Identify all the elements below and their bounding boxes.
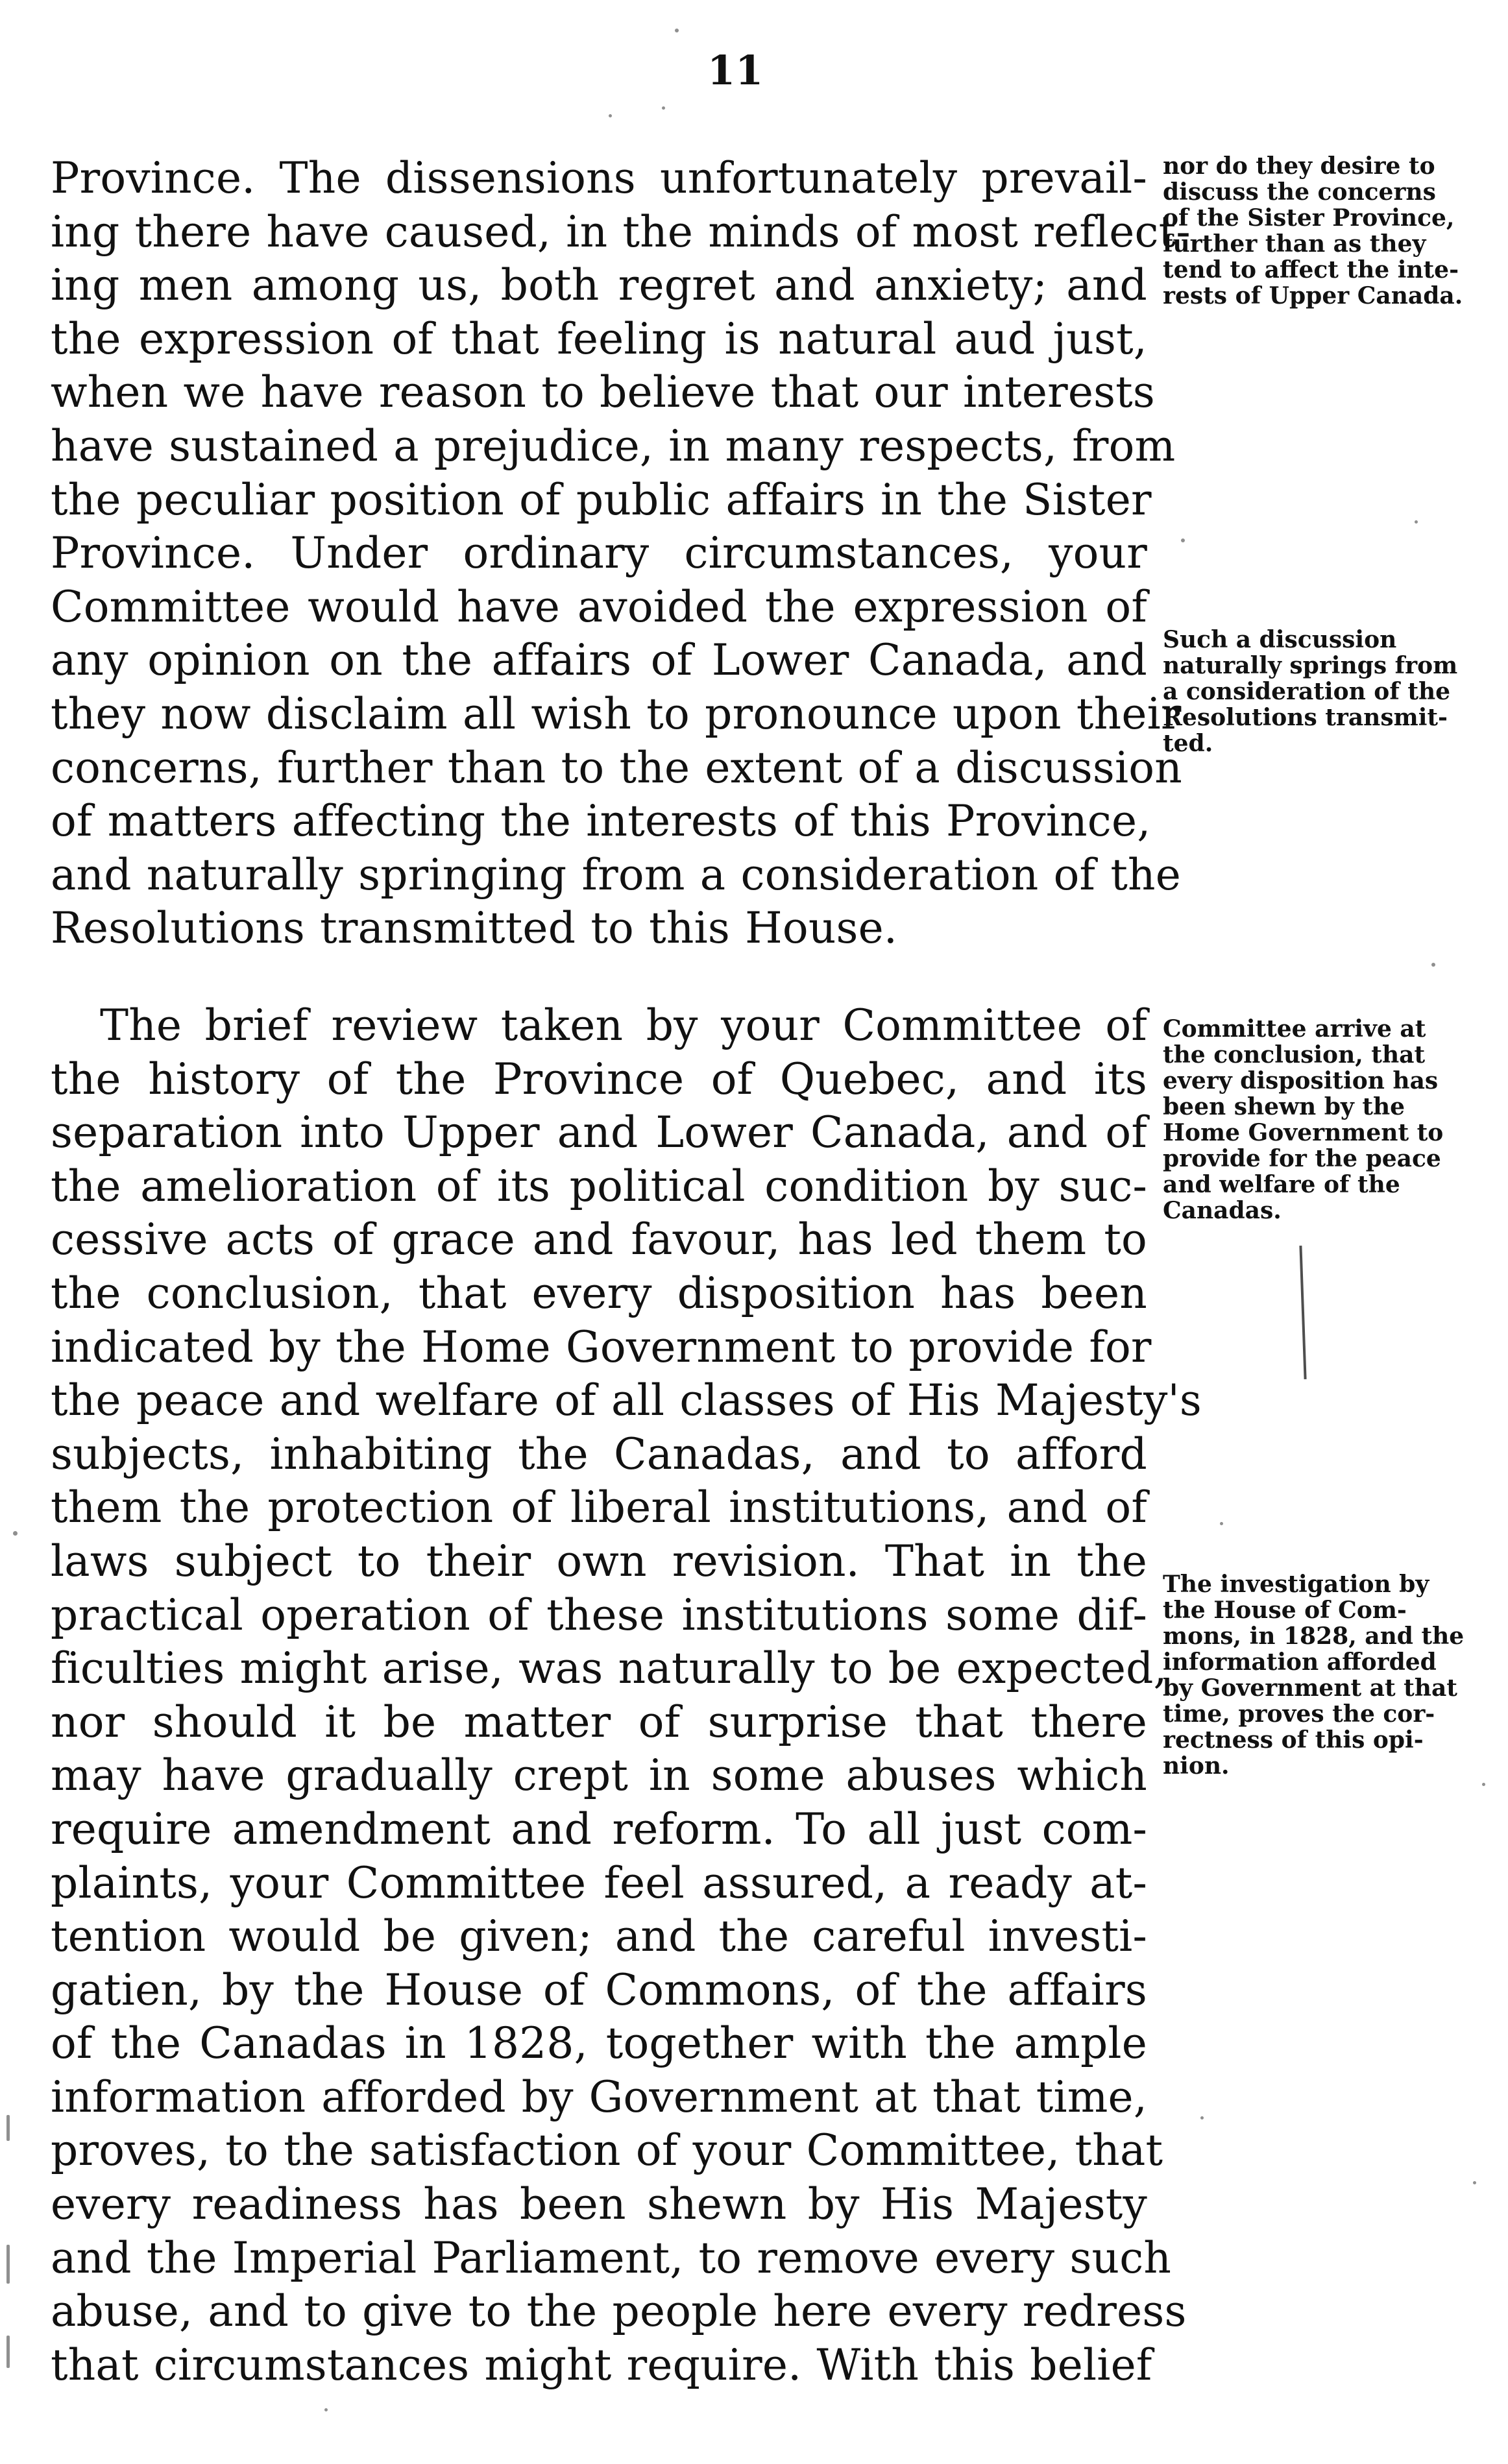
margin-note-line: of the Sister Province, bbox=[1163, 204, 1455, 232]
text-line: Province. The dissensions unfortunately prevail- bbox=[51, 153, 1147, 203]
margin-note-line: tend to affect the inte- bbox=[1163, 256, 1459, 284]
page-number: 11 bbox=[707, 47, 764, 94]
text-line: ficulties might arise, was naturally to be expected, bbox=[51, 1643, 1167, 1694]
text-line: proves, to the satisfaction of your Committee, that bbox=[51, 2125, 1163, 2176]
text-line: have sustained a prejudice, in many respects, from bbox=[51, 420, 1176, 471]
text-line: may have gradually crept in some abuses which bbox=[51, 1750, 1147, 1801]
text-line: concerns, further than to the extent of a discussion bbox=[51, 742, 1182, 793]
margin-note-line: Home Government to bbox=[1163, 1119, 1444, 1146]
margin-note-line: the House of Com- bbox=[1163, 1597, 1407, 1624]
margin-note-line: The investigation by bbox=[1163, 1571, 1429, 1598]
margin-note-line: every disposition has bbox=[1163, 1067, 1439, 1094]
scan-speck bbox=[662, 106, 665, 110]
text-line: ing men among us, both regret and anxiety; and bbox=[51, 260, 1147, 311]
text-line: every readiness has been shewn by His Majesty bbox=[51, 2179, 1147, 2230]
scan-speck bbox=[1415, 520, 1418, 524]
text-line: tention would be given; and the careful investi- bbox=[51, 1911, 1147, 1962]
text-line: cessive acts of grace and favour, has led them to bbox=[51, 1214, 1147, 1265]
margin-note-line: rectness of this opi- bbox=[1163, 1726, 1424, 1754]
margin-note-discussion bbox=[1163, 627, 1487, 756]
margin-note-line: naturally springs from bbox=[1163, 652, 1458, 679]
scan-speck bbox=[1181, 538, 1185, 542]
margin-bracket-mark bbox=[1299, 1246, 1306, 1379]
text-line: Committee would have avoided the expression of bbox=[51, 581, 1147, 632]
scan-speck bbox=[13, 1531, 18, 1536]
scan-speck bbox=[1220, 1522, 1223, 1525]
scan-speck bbox=[324, 2408, 328, 2411]
text-line: Province. Under ordinary circumstances, your bbox=[51, 528, 1147, 579]
text-line: any opinion on the affairs of Lower Canada, and bbox=[51, 635, 1147, 686]
text-line: the peace and welfare of all classes of His Majesty's bbox=[51, 1375, 1202, 1426]
margin-note-line: further than as they bbox=[1163, 230, 1426, 258]
margin-note-line: Canadas. bbox=[1163, 1197, 1282, 1224]
scan-speck bbox=[6, 2115, 10, 2141]
text-line: of the Canadas in 1828, together with the ample bbox=[51, 2018, 1147, 2069]
text-line: that circumstances might require. With this belief bbox=[51, 2339, 1152, 2390]
text-line: practical operation of these institutions some dif- bbox=[51, 1589, 1147, 1640]
text-line: ing there have caused, in the minds of most reflect- bbox=[51, 206, 1191, 257]
margin-note-line: ted. bbox=[1163, 730, 1213, 757]
text-line: and naturally springing from a consideration of the bbox=[51, 849, 1182, 900]
text-line: of matters affecting the interests of this Province, bbox=[51, 796, 1151, 847]
text-line: the expression of that feeling is natural aud just, bbox=[51, 313, 1147, 364]
text-line: separation into Upper and Lower Canada, and of bbox=[51, 1107, 1147, 1158]
text-line: plaints, your Committee feel assured, a ready at- bbox=[51, 1857, 1147, 1908]
scan-speck bbox=[1200, 2116, 1204, 2120]
margin-note-line: discuss the concerns bbox=[1163, 178, 1436, 206]
text-line: the history of the Province of Quebec, and its bbox=[51, 1054, 1147, 1104]
margin-note-line: the conclusion, that bbox=[1163, 1041, 1426, 1069]
margin-note-line: been shewn by the bbox=[1163, 1093, 1405, 1120]
scan-speck bbox=[609, 114, 612, 117]
text-line: the peculiar position of public affairs in the Sister bbox=[51, 474, 1152, 525]
text-line: the conclusion, that every disposition has been bbox=[51, 1268, 1147, 1318]
text-line: the amelioration of its political condition by suc- bbox=[51, 1161, 1147, 1211]
margin-note-line: by Government at that bbox=[1163, 1674, 1457, 1702]
scan-speck bbox=[1473, 2181, 1476, 2184]
margin-note-investigation bbox=[1163, 1571, 1487, 1779]
text-line: nor should it be matter of surprise that there bbox=[51, 1697, 1147, 1747]
margin-note-line: Committee arrive at bbox=[1163, 1015, 1426, 1043]
scan-speck bbox=[675, 29, 679, 32]
text-line: The brief review taken by your Committee of bbox=[100, 1000, 1147, 1050]
scan-speck bbox=[6, 2336, 10, 2368]
text-line: require amendment and reform. To all just com- bbox=[51, 1804, 1147, 1854]
scan-speck bbox=[6, 2245, 10, 2284]
text-line: and the Imperial Parliament, to remove every such bbox=[51, 2232, 1172, 2283]
margin-note-line: nor do they desire to bbox=[1163, 152, 1435, 180]
margin-note-line: rests of Upper Canada. bbox=[1163, 282, 1463, 309]
text-line: indicated by the Home Government to provide for bbox=[51, 1322, 1152, 1372]
margin-note-line: provide for the peace bbox=[1163, 1145, 1441, 1172]
text-line: when we have reason to believe that our interests bbox=[51, 367, 1155, 418]
margin-note-conclusion bbox=[1163, 1016, 1487, 1224]
margin-note-line: and welfare of the bbox=[1163, 1171, 1400, 1198]
margin-note-line: a consideration of the bbox=[1163, 678, 1451, 705]
text-line: information afforded by Government at that time, bbox=[51, 2071, 1147, 2122]
margin-note-line: information afforded bbox=[1163, 1649, 1437, 1676]
text-line: subjects, inhabiting the Canadas, and to afford bbox=[51, 1429, 1147, 1479]
text-line: they now disclaim all wish to pronounce upon their bbox=[51, 688, 1182, 739]
body-paragraph-1 bbox=[51, 152, 1191, 956]
text-line: them the protection of liberal institutions, and of bbox=[51, 1482, 1147, 1533]
margin-note-sister-province bbox=[1163, 153, 1487, 309]
margin-note-line: nion. bbox=[1163, 1752, 1230, 1780]
margin-note-line: Such a discussion bbox=[1163, 626, 1397, 653]
margin-note-line: Resolutions transmit- bbox=[1163, 704, 1448, 731]
text-line: gatien, by the House of Commons, of the affairs bbox=[51, 1964, 1147, 2015]
text-line: abuse, and to give to the people here every redress bbox=[51, 2286, 1187, 2337]
margin-note-line: mons, in 1828, and the bbox=[1163, 1623, 1465, 1650]
scan-speck bbox=[1482, 1783, 1485, 1786]
scan-speck bbox=[1431, 963, 1435, 967]
text-line: Resolutions transmitted to this House. bbox=[51, 903, 898, 954]
margin-note-line: time, proves the cor- bbox=[1163, 1700, 1435, 1728]
text-line: laws subject to their own revision. That in the bbox=[51, 1536, 1147, 1586]
